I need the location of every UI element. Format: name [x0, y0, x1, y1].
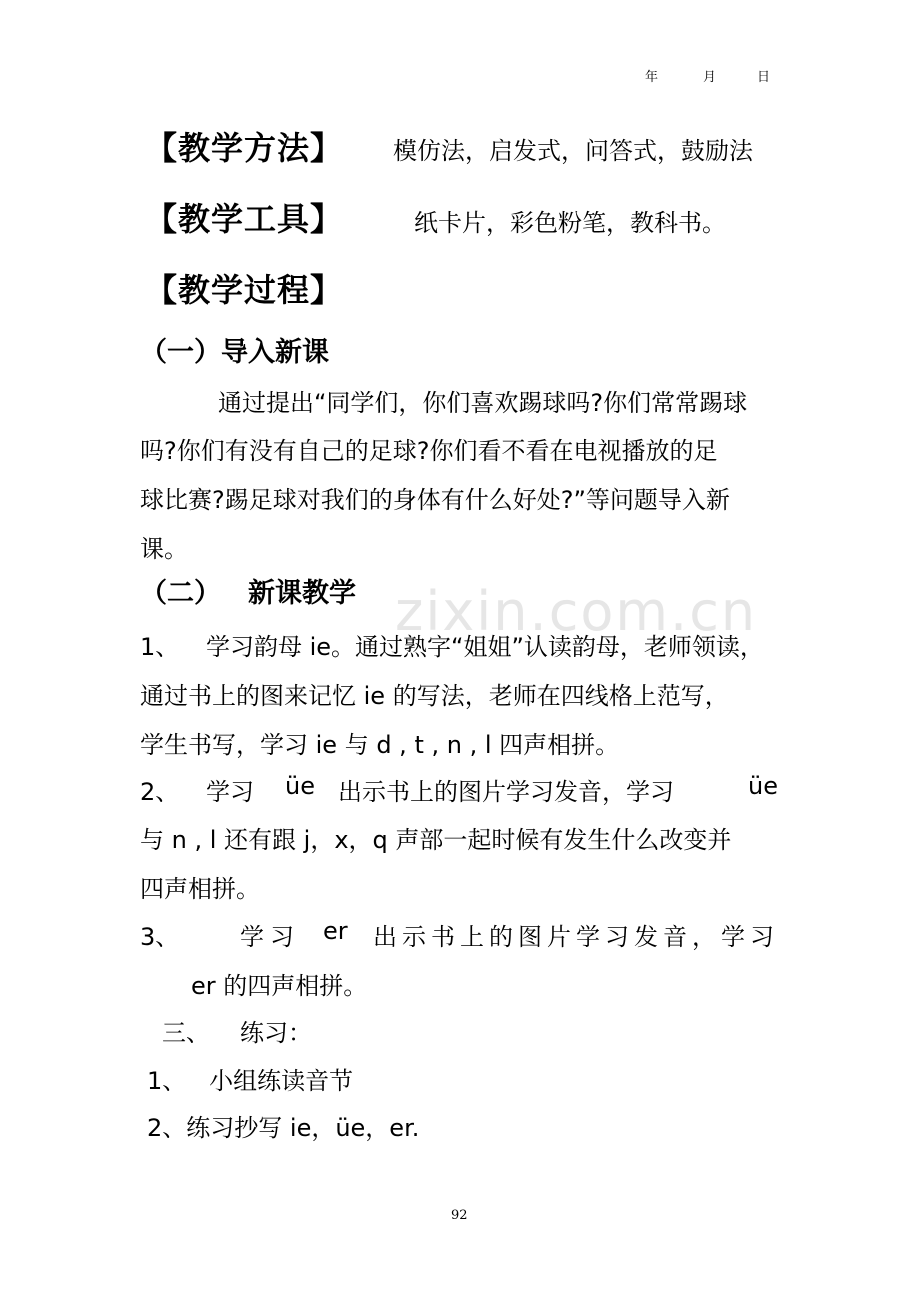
date-day-label: 日	[757, 70, 771, 85]
process-heading: 【教学过程】	[145, 271, 344, 309]
item-3-text-c: 出示书上的图片学习发音，学习	[373, 923, 779, 951]
practice-heading-num: 三、	[162, 1019, 210, 1047]
intro-heading: （一）导入新课	[140, 337, 329, 368]
page-number: 92	[451, 1208, 468, 1223]
intro-line: 球比赛?踢足球对我们的身体有什么好处?”等问题导入新	[140, 486, 730, 514]
intro-line: 吗?你们有没有自己的足球?你们看不看在电视播放的足	[140, 437, 718, 465]
item-2-text-a: 学习	[206, 778, 254, 806]
item-1-line: 学习韵母 ie。通过熟字“姐姐”认读韵母，老师领读，	[206, 633, 764, 661]
item-1-num: 1、	[140, 633, 180, 661]
item-3-text-b: er	[323, 917, 348, 945]
item-2-text-c: 出示书上的图片学习发音，学习	[338, 778, 674, 806]
item-3-text-a: 学习	[240, 923, 300, 951]
method-value: 模仿法，启发式，问答式，鼓励法	[393, 137, 753, 165]
item-2-text-b: üe	[285, 772, 315, 800]
item-3-line: er 的四声相拼。	[191, 972, 368, 1000]
teaching-heading-text: 新课教学	[248, 578, 356, 609]
item-1-line: 学生书写，学习 ie 与 d , t , n , l 四声相拼。	[140, 731, 620, 759]
method-heading: 【教学方法】	[145, 129, 344, 167]
item-3-num: 3、	[140, 923, 180, 951]
watermark: zixin.com.cn	[395, 580, 758, 643]
item-1-line: 通过书上的图来记忆 ie 的写法，老师在四线格上范写，	[140, 682, 729, 710]
intro-line: 课。	[140, 535, 188, 563]
item-2-line: 四声相拼。	[140, 875, 260, 903]
date-month-label: 月	[703, 70, 717, 85]
practice-item: 2、练习抄写 ie，üe，er.	[147, 1114, 420, 1142]
item-2-num: 2、	[140, 778, 180, 806]
intro-line: 通过提出“同学们，你们喜欢踢球吗?你们常常踢球	[218, 389, 748, 417]
tools-heading: 【教学工具】	[145, 200, 344, 238]
item-2-line: 与 n , l 还有跟 j，x，q 声部一起时候有发生什么改变并	[140, 826, 732, 854]
item-2-text-d: üe	[748, 772, 778, 800]
practice-heading-text: 练习：	[240, 1019, 312, 1047]
tools-value: 纸卡片，彩色粉笔，教科书。	[414, 209, 726, 237]
teaching-heading-num: （二）	[140, 578, 221, 609]
date-year-label: 年	[645, 70, 659, 85]
practice-item: 1、 小组练读音节	[147, 1067, 354, 1095]
